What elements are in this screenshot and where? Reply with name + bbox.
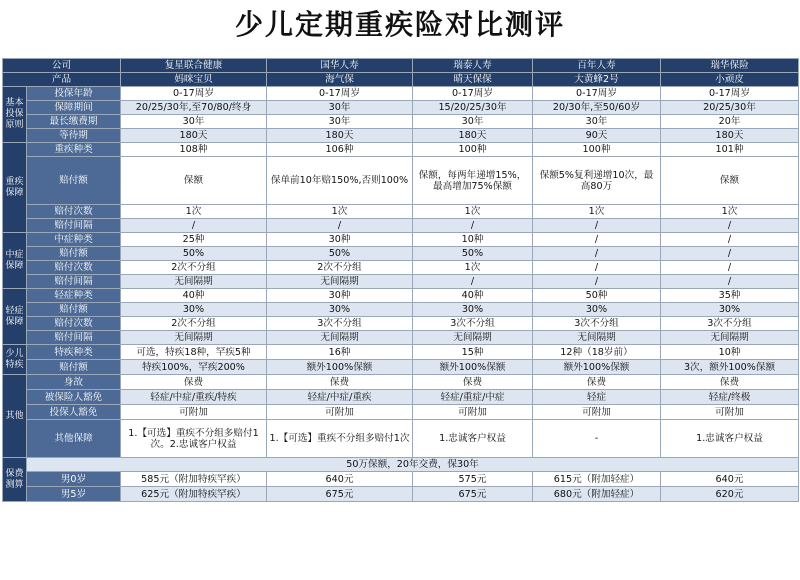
cell: 50% xyxy=(267,247,413,261)
cell: 16种 xyxy=(267,345,413,360)
table-row xyxy=(3,219,799,233)
cell: 保额，每两年递增15%，最高增加75%保额 xyxy=(413,157,533,205)
cell: 额外100%保额 xyxy=(267,360,413,375)
cell: 10种 xyxy=(661,345,799,360)
cell: 3次不分组 xyxy=(267,317,413,331)
cell: 1次 xyxy=(413,205,533,219)
row-label: 赔付额 xyxy=(27,360,121,375)
cell: 15/20/25/30年 xyxy=(413,101,533,115)
product-name: 小顽皮 xyxy=(661,73,799,87)
cell: / xyxy=(661,275,799,289)
cell: 30种 xyxy=(267,289,413,303)
cell: 保费 xyxy=(413,375,533,390)
cell: 可附加 xyxy=(661,405,799,420)
cell: 100种 xyxy=(533,143,661,157)
row-label: 赔付额 xyxy=(27,157,121,205)
cell: 180天 xyxy=(121,129,267,143)
cell: / xyxy=(533,233,661,247)
product-name: 大黄蜂2号 xyxy=(533,73,661,87)
cell: 675元 xyxy=(413,487,533,502)
cell: / xyxy=(267,219,413,233)
table-row xyxy=(3,289,799,303)
table-row xyxy=(3,261,799,275)
cell: 可选，特疾18种，罕疾5种 xyxy=(121,345,267,360)
cell: 30年 xyxy=(267,101,413,115)
cell: 3次不分组 xyxy=(661,317,799,331)
cell: 30种 xyxy=(267,233,413,247)
cell: / xyxy=(413,219,533,233)
cell: - xyxy=(533,420,661,458)
table-row xyxy=(3,472,799,487)
category-other: 其他 xyxy=(3,375,27,458)
cell: 可附加 xyxy=(413,405,533,420)
row-label: 保障期间 xyxy=(27,101,121,115)
cell: 100种 xyxy=(413,143,533,157)
cell: 保单前10年赔150%,否则100% xyxy=(267,157,413,205)
cell: 无间隔期 xyxy=(121,275,267,289)
company-name: 瑞泰人寿 xyxy=(413,59,533,73)
cell: 无间隔期 xyxy=(661,331,799,345)
product-label: 产品 xyxy=(3,73,121,87)
table-row xyxy=(3,331,799,345)
cell: 可附加 xyxy=(267,405,413,420)
cell: 30% xyxy=(267,303,413,317)
cell: 3次，额外100%保额 xyxy=(661,360,799,375)
cell: 无间隔期 xyxy=(413,331,533,345)
cell: 2次不分组 xyxy=(267,261,413,275)
cell: 1次 xyxy=(661,205,799,219)
cell: 620元 xyxy=(661,487,799,502)
cell: 50% xyxy=(413,247,533,261)
company-name: 瑞华保险 xyxy=(661,59,799,73)
cell: 106种 xyxy=(267,143,413,157)
cell: 30% xyxy=(533,303,661,317)
cell: 25种 xyxy=(121,233,267,247)
cell: 可附加 xyxy=(121,405,267,420)
cell: 625元（附加特疾罕疾） xyxy=(121,487,267,502)
cell: 保费 xyxy=(661,375,799,390)
cell: 30% xyxy=(413,303,533,317)
comparison-table xyxy=(2,58,799,502)
cell: 0-17周岁 xyxy=(121,87,267,101)
product-row xyxy=(3,73,799,87)
category-child-special: 少儿特疾 xyxy=(3,345,27,375)
cell: 1.忠诚客户权益 xyxy=(413,420,533,458)
table-row xyxy=(3,129,799,143)
cell: 108种 xyxy=(121,143,267,157)
cell: 1.【可选】重疾不分组多赔付1次 xyxy=(267,420,413,458)
cell: 1次 xyxy=(121,205,267,219)
company-name: 国华人寿 xyxy=(267,59,413,73)
row-label: 投保年龄 xyxy=(27,87,121,101)
row-label: 最长缴费期 xyxy=(27,115,121,129)
table-row xyxy=(3,115,799,129)
cell: 585元（附加特疾罕疾） xyxy=(121,472,267,487)
table-row xyxy=(3,87,799,101)
cell: 575元 xyxy=(413,472,533,487)
premium-note: 50万保额，20年交费，保30年 xyxy=(27,458,799,472)
table-row xyxy=(3,275,799,289)
cell: 保费 xyxy=(267,375,413,390)
table-row xyxy=(3,317,799,331)
cell: 0-17周岁 xyxy=(661,87,799,101)
row-label: 重疾种类 xyxy=(27,143,121,157)
table-row xyxy=(3,420,799,458)
cell: / xyxy=(121,219,267,233)
row-label: 特疾种类 xyxy=(27,345,121,360)
row-label: 等待期 xyxy=(27,129,121,143)
row-label: 赔付额 xyxy=(27,247,121,261)
cell: 90天 xyxy=(533,129,661,143)
cell: / xyxy=(533,219,661,233)
cell: 40种 xyxy=(413,289,533,303)
premium-note-row xyxy=(3,458,799,472)
cell: 无间隔期 xyxy=(121,331,267,345)
cell: 保额5%复利递增10次，最高80万 xyxy=(533,157,661,205)
category-critical: 重疾保障 xyxy=(3,143,27,233)
cell: 3次不分组 xyxy=(533,317,661,331)
row-label: 其他保障 xyxy=(27,420,121,458)
table-row xyxy=(3,143,799,157)
cell: 20/30年,至50/60岁 xyxy=(533,101,661,115)
cell: / xyxy=(413,275,533,289)
cell: 1.忠诚客户权益 xyxy=(661,420,799,458)
cell: 保费 xyxy=(533,375,661,390)
table-row xyxy=(3,247,799,261)
cell: / xyxy=(533,247,661,261)
table-row xyxy=(3,487,799,502)
table-row xyxy=(3,360,799,375)
cell: 1次 xyxy=(267,205,413,219)
cell: 额外100%保额 xyxy=(533,360,661,375)
cell: 20年 xyxy=(661,115,799,129)
cell: / xyxy=(533,261,661,275)
product-name: 海气保 xyxy=(267,73,413,87)
page-title: 少儿定期重疾险对比测评 xyxy=(234,8,565,41)
cell: 680元（附加轻症） xyxy=(533,487,661,502)
cell: 12种（18岁前） xyxy=(533,345,661,360)
cell: 615元（附加轻症） xyxy=(533,472,661,487)
table-row xyxy=(3,233,799,247)
company-label: 公司 xyxy=(3,59,121,73)
row-label: 被保险人豁免 xyxy=(27,390,121,405)
cell: 1.【可选】重疾不分组多赔付1次。2.忠诚客户权益 xyxy=(121,420,267,458)
cell: 40种 xyxy=(121,289,267,303)
row-label: 赔付次数 xyxy=(27,205,121,219)
row-label: 中症种类 xyxy=(27,233,121,247)
cell: 180天 xyxy=(267,129,413,143)
product-name: 妈咪宝贝 xyxy=(121,73,267,87)
cell: 10种 xyxy=(413,233,533,247)
category-mild: 轻症保障 xyxy=(3,289,27,345)
category-moderate: 中症保障 xyxy=(3,233,27,289)
cell: 0-17周岁 xyxy=(267,87,413,101)
cell: / xyxy=(661,219,799,233)
cell: 0-17周岁 xyxy=(413,87,533,101)
table-row xyxy=(3,157,799,205)
cell: 50% xyxy=(121,247,267,261)
row-label: 赔付额 xyxy=(27,303,121,317)
cell: 30年 xyxy=(121,115,267,129)
cell: 额外100%保额 xyxy=(413,360,533,375)
table-row xyxy=(3,345,799,360)
cell: 1次 xyxy=(533,205,661,219)
cell: 3次不分组 xyxy=(413,317,533,331)
cell: 35种 xyxy=(661,289,799,303)
cell: / xyxy=(661,247,799,261)
category-premium: 保费测算 xyxy=(3,458,27,502)
row-label: 赔付次数 xyxy=(27,261,121,275)
table-row xyxy=(3,101,799,115)
cell: 无间隔期 xyxy=(267,331,413,345)
cell: 0-17周岁 xyxy=(533,87,661,101)
cell: 30% xyxy=(661,303,799,317)
table-row xyxy=(3,375,799,390)
row-label: 轻症种类 xyxy=(27,289,121,303)
cell: 30年 xyxy=(413,115,533,129)
cell: 20/25/30年,至70/80/终身 xyxy=(121,101,267,115)
row-label: 男0岁 xyxy=(27,472,121,487)
row-label: 身故 xyxy=(27,375,121,390)
row-label: 赔付间隔 xyxy=(27,331,121,345)
table-row xyxy=(3,405,799,420)
cell: 可附加 xyxy=(533,405,661,420)
cell: 50种 xyxy=(533,289,661,303)
cell: 保额 xyxy=(121,157,267,205)
cell: 2次不分组 xyxy=(121,317,267,331)
cell: 30年 xyxy=(533,115,661,129)
cell: 15种 xyxy=(413,345,533,360)
company-name: 复星联合健康 xyxy=(121,59,267,73)
cell: 保额 xyxy=(661,157,799,205)
row-label: 赔付间隔 xyxy=(27,275,121,289)
cell: / xyxy=(661,233,799,247)
row-label: 赔付次数 xyxy=(27,317,121,331)
cell: 无间隔期 xyxy=(267,275,413,289)
cell: 640元 xyxy=(661,472,799,487)
row-label: 赔付间隔 xyxy=(27,219,121,233)
cell: 20/25/30年 xyxy=(661,101,799,115)
cell: 180天 xyxy=(661,129,799,143)
cell: 轻症/中症/重疾/特疾 xyxy=(121,390,267,405)
cell: 30% xyxy=(121,303,267,317)
cell: 180天 xyxy=(413,129,533,143)
product-name: 晴天保保 xyxy=(413,73,533,87)
cell: 轻症/重症/中症 xyxy=(413,390,533,405)
row-label: 男5岁 xyxy=(27,487,121,502)
cell: 640元 xyxy=(267,472,413,487)
table-row xyxy=(3,205,799,219)
cell: 101种 xyxy=(661,143,799,157)
company-name: 百年人寿 xyxy=(533,59,661,73)
cell: 保费 xyxy=(121,375,267,390)
cell: 轻症 xyxy=(533,390,661,405)
cell: 2次不分组 xyxy=(121,261,267,275)
company-row xyxy=(3,59,799,73)
cell: / xyxy=(533,275,661,289)
table-row xyxy=(3,303,799,317)
cell: 轻症/中症/重疾 xyxy=(267,390,413,405)
cell: 30年 xyxy=(267,115,413,129)
cell: 无间隔期 xyxy=(533,331,661,345)
cell: 特疾100%，罕疾200% xyxy=(121,360,267,375)
category-basic: 基本投保原则 xyxy=(3,87,27,143)
table-row xyxy=(3,390,799,405)
cell: 1次 xyxy=(413,261,533,275)
cell: 轻症/终极 xyxy=(661,390,799,405)
cell: / xyxy=(661,261,799,275)
cell: 675元 xyxy=(267,487,413,502)
row-label: 投保人豁免 xyxy=(27,405,121,420)
